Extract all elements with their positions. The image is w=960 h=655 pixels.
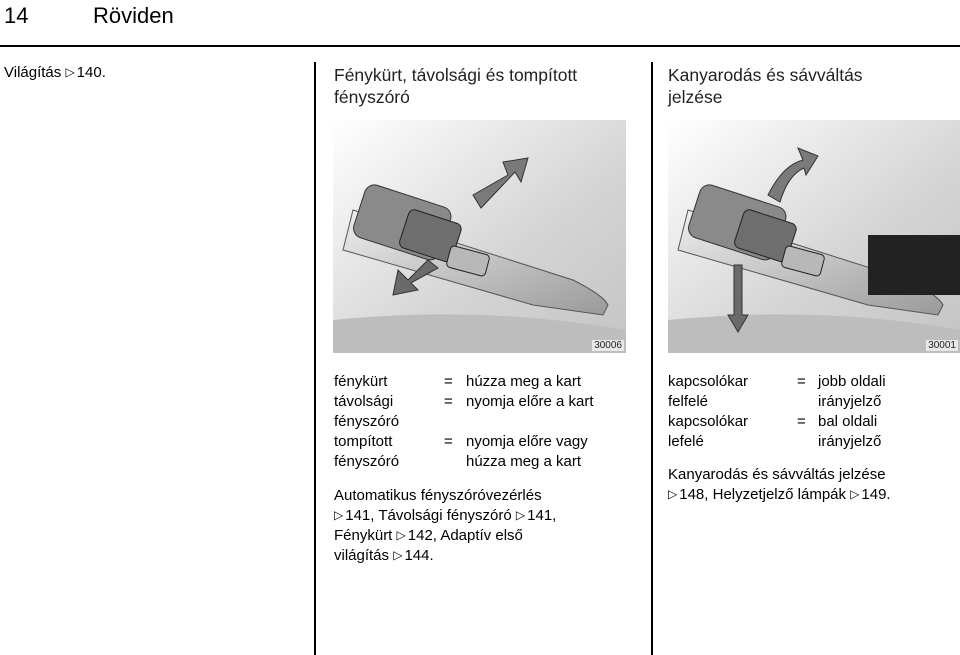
page-ref-arrow-icon: ▷ (515, 508, 526, 522)
headlight-stalk-figure (333, 120, 626, 353)
turn-signal-references: Kanyarodás és sávváltás jelzése ▷ 148, Helyzetjelző lámpák ▷ 149. (668, 466, 891, 503)
page-header (0, 0, 960, 46)
headlight-references: Automatikus fényszóróvezérlés ▷ 141, Távolsági fényszóró ▷ 141, Fénykürt ▷ 142, Adaptív első világítás ▷ 144. (334, 487, 557, 564)
lighting-ref-label: Világítás (4, 64, 62, 81)
definition-row-flash: fénykürt = húzza meg a kart (334, 373, 582, 390)
headlight-definitions (334, 372, 634, 472)
definition-row-low-beam: tompított fényszóró = nyomja előre vagy húzza meg a kart (334, 433, 588, 470)
turn-signal-stalk-illustration (668, 120, 960, 353)
page-ref-arrow-icon: ▷ (396, 528, 406, 542)
figure-code: 30006 (594, 340, 622, 351)
column-divider-right (651, 62, 653, 655)
definition-row-high-beam: távolsági fényszóró = nyomja előre a kart (334, 393, 594, 430)
page-ref-arrow-icon: ▷ (334, 508, 344, 522)
headlight-stalk-illustration (333, 120, 626, 353)
ref-auto-headlight[interactable]: Automatikus fényszóróvezérlés (334, 487, 542, 504)
turn-signal-stalk-figure (668, 120, 960, 353)
ref-adaptive-lighting[interactable]: Adaptív első (440, 527, 523, 544)
column-divider-left (314, 62, 316, 655)
ref-headlight-flash[interactable]: Fénykürt (334, 527, 393, 544)
page-ref-arrow-icon: ▷ (850, 487, 860, 501)
definition-row-left-signal: kapcsolókar lefelé = bal oldali irányjelző (668, 413, 882, 450)
lighting-reference[interactable] (4, 64, 106, 81)
ref-high-beam[interactable]: Távolsági fényszóró (378, 507, 512, 524)
definition-row-right-signal: kapcsolókar felfelé = jobb oldali irányjelző (668, 373, 886, 410)
lighting-ref-page: 140. (76, 64, 106, 81)
page-ref-arrow-icon: ▷ (65, 65, 75, 79)
section-title: Röviden (93, 3, 174, 28)
headlight-section-heading: Fénykürt, távolsági és tompított fényszóró (334, 65, 578, 107)
figure-code: 30001 (928, 340, 956, 351)
header-divider (0, 45, 960, 47)
turn-signal-section-heading: Kanyarodás és sávváltás jelzése (668, 65, 863, 107)
page-ref-arrow-icon: ▷ (668, 487, 678, 501)
page-ref-arrow-icon: ▷ (393, 548, 403, 562)
page-number: 14 (4, 3, 29, 28)
ref-turn-signal[interactable]: Kanyarodás és sávváltás jelzése (668, 466, 886, 483)
turn-signal-definitions (668, 372, 960, 452)
ref-parking-lights[interactable]: Helyzetjelző lámpák (712, 486, 846, 503)
